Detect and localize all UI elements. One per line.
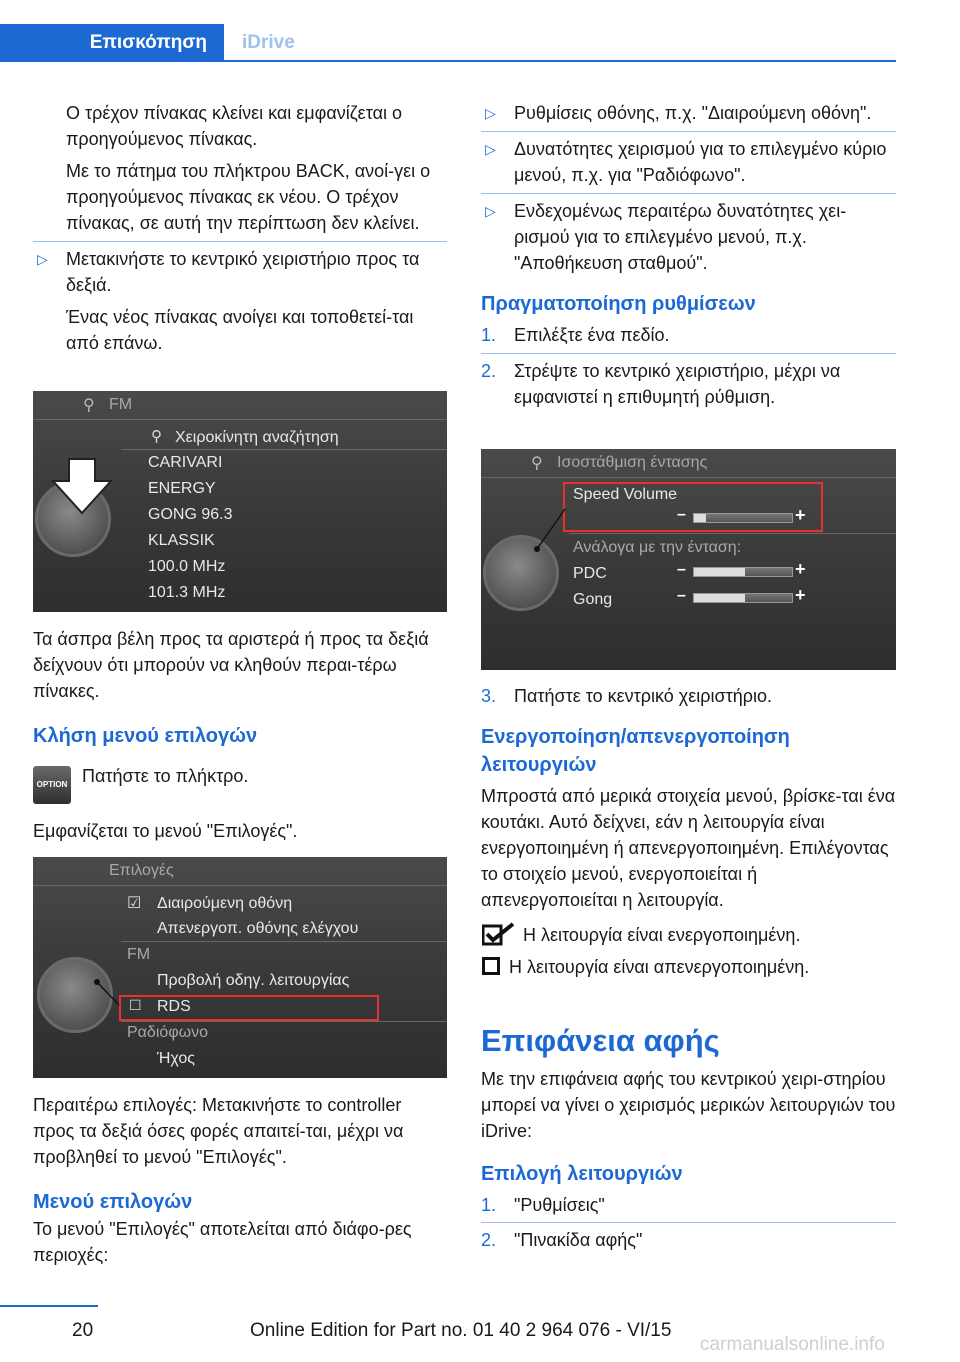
left-column bbox=[33, 100, 447, 356]
section-heading: Κλήση μενού επιλογών bbox=[33, 725, 258, 747]
paragraph: Ο τρέχον πίνακας κλείνει και εμφανίζεται ο προηγούμενος πίνακας. bbox=[66, 103, 402, 149]
step-text: "Ρυθμίσεις" bbox=[514, 1195, 605, 1215]
minus-icon[interactable]: – bbox=[677, 587, 686, 604]
checked-checkbox-icon bbox=[482, 922, 516, 946]
list-item bbox=[481, 136, 896, 188]
paragraph: Με το πάτημα του πλήκτρου BACK, ανοί‐γει ο προηγούμενος πίνακας εκ νέου. Ο τρέχον πίνακας, σε αυτή την περίπτωση δεν κλείνει. bbox=[66, 161, 431, 233]
plus-icon[interactable]: + bbox=[795, 559, 806, 579]
paragraph: Πατήστε το πλήκτρο. bbox=[82, 766, 249, 786]
station-item[interactable]: 101.3 MHz bbox=[148, 584, 226, 601]
step-number: 2. bbox=[481, 361, 497, 381]
step-item bbox=[481, 1227, 896, 1253]
paragraph: Η λειτουργία είναι ενεργοποιημένη. bbox=[523, 925, 801, 945]
screen-options bbox=[33, 857, 447, 1078]
menu-item[interactable]: Διαιρούμενη οθόνη bbox=[157, 895, 293, 912]
paragraph: Το μενού "Επιλογές" αποτελείται από διάφο‐ρες περιοχές: bbox=[33, 1219, 412, 1265]
paragraph: Μπροστά από μερικά στοιχεία μενού, βρίσκε‐ται ένα κουτάκι. Αυτό δείχνει, εάν η λειτουργία είναι ενεργοποιημένη ή απενεργοποιημένη. Επιλέγοντας το στοιχείο μενού, ενεργοποιείται ή απενεργοποιείται η λειτουργία. bbox=[481, 786, 896, 910]
left-column-3 bbox=[82, 763, 447, 789]
unchecked-checkbox-icon bbox=[482, 957, 500, 975]
station-item[interactable]: GONG 96.3 bbox=[148, 506, 233, 523]
section-heading: Ενεργοποίηση/απενεργοποίηση λειτουργιών bbox=[481, 726, 790, 776]
left-column-5 bbox=[33, 1092, 447, 1268]
search-label[interactable]: Χειροκίνητη αναζήτηση bbox=[175, 429, 339, 446]
watermark: carmanualsonline.info bbox=[700, 1334, 885, 1355]
triangle-bullet-icon: ▷ bbox=[485, 105, 496, 121]
minus-icon[interactable]: – bbox=[677, 561, 686, 578]
list-item-text: Ρυθμίσεις οθόνης, π.χ. "Διαιρούμενη οθόνη". bbox=[514, 103, 872, 123]
unchecked-checkbox-icon: ☐ bbox=[129, 997, 142, 1013]
section-label: Ανάλογα με την ένταση: bbox=[573, 539, 742, 556]
plus-icon[interactable]: + bbox=[795, 505, 806, 525]
step-number: 2. bbox=[481, 1230, 497, 1250]
off-legend bbox=[509, 954, 896, 980]
step-text: Επιλέξτε ένα πεδίο. bbox=[514, 325, 670, 345]
footer-rule bbox=[0, 1305, 98, 1307]
tab-idrive[interactable]: iDrive bbox=[242, 32, 295, 53]
separator bbox=[481, 353, 896, 354]
right-column bbox=[481, 100, 896, 410]
separator bbox=[481, 1222, 896, 1223]
divider bbox=[33, 419, 447, 420]
triangle-bullet-icon: ▷ bbox=[485, 203, 496, 219]
checked-checkbox-icon: ☑ bbox=[127, 895, 142, 912]
radio-icon: ⚲ bbox=[83, 397, 95, 414]
screen-volume bbox=[481, 449, 896, 670]
step-number: 1. bbox=[481, 1195, 497, 1215]
list-item bbox=[481, 100, 896, 126]
pointer-line bbox=[481, 449, 896, 670]
paragraph: Τα άσπρα βέλη προς τα αριστερά ή προς τα δεξιά δείχνουν ότι μπορούν να κληθούν περαι‐τέρω πίνακες. bbox=[33, 629, 429, 701]
menu-item[interactable]: Απενεργοπ. οθόνης ελέγχου bbox=[157, 920, 359, 937]
separator bbox=[481, 193, 896, 194]
section-label: Ραδιόφωνο bbox=[127, 1024, 209, 1041]
search-icon: ⚲ bbox=[151, 428, 162, 445]
option-button-icon: OPTION bbox=[33, 766, 71, 804]
step-item bbox=[481, 322, 896, 348]
divider bbox=[121, 449, 447, 450]
tab-overview-label: Επισκόπηση bbox=[89, 32, 207, 53]
step-text: "Πινακίδα αφής" bbox=[514, 1230, 643, 1250]
triangle-bullet-icon: ▷ bbox=[485, 141, 496, 157]
step-item bbox=[481, 358, 896, 410]
station-item[interactable]: 100.0 MHz bbox=[148, 558, 226, 575]
station-item[interactable]: KLASSIK bbox=[148, 532, 215, 549]
edition-text: Online Edition for Part no. 01 40 2 964 076 - VI/15 bbox=[250, 1320, 672, 1341]
paragraph: Περαιτέρω επιλογές: Μετακινήστε το controller προς τα δεξιά όσες φορές απαιτεί‐ται, μέχρι να προβληθεί το μενού "Επιλογές". bbox=[33, 1095, 404, 1167]
header-rule bbox=[224, 60, 896, 62]
section-heading: Επιλογή λειτουργιών bbox=[481, 1163, 683, 1185]
screen-header: Ισοστάθμιση έντασης bbox=[557, 454, 708, 471]
station-item[interactable]: ENERGY bbox=[148, 480, 216, 497]
right-column-3 bbox=[481, 1022, 896, 1253]
separator bbox=[481, 131, 896, 132]
screen-header: FM bbox=[109, 396, 133, 413]
list-item-text: Δυνατότητες χειρισμού για το επιλεγμένο κύριο μενού, π.χ. για "Ραδιόφωνο". bbox=[514, 139, 887, 185]
chapter-heading: Επιφάνεια αφής bbox=[481, 1023, 720, 1058]
step-number: 1. bbox=[481, 325, 497, 345]
section-heading: Μενού επιλογών bbox=[33, 1191, 193, 1213]
triangle-bullet-icon: ▷ bbox=[37, 251, 48, 267]
plus-icon[interactable]: + bbox=[795, 585, 806, 605]
paragraph: Ένας νέος πίνακας ανοίγει και τοποθετεί‐ται από επάνω. bbox=[66, 307, 414, 353]
setting-label[interactable]: Speed Volume bbox=[573, 486, 678, 503]
step-item bbox=[481, 683, 896, 709]
left-column-4 bbox=[33, 818, 447, 844]
menu-item[interactable]: Προβολή οδηγ. λειτουργίας bbox=[157, 972, 350, 989]
page-number: 20 bbox=[72, 1320, 94, 1341]
right-column-2 bbox=[481, 683, 896, 913]
setting-label[interactable]: PDC bbox=[573, 565, 607, 582]
step-item bbox=[481, 1192, 896, 1218]
section-heading: Πραγματοποίηση ρυθμίσεων bbox=[481, 293, 756, 315]
paragraph: Η λειτουργία είναι απενεργοποιημένη. bbox=[509, 957, 810, 977]
list-item-text: Μετακινήστε το κεντρικό χειριστήριο προς τα δεξιά. bbox=[66, 249, 420, 295]
tab-overview[interactable] bbox=[0, 24, 224, 62]
list-item bbox=[33, 246, 447, 298]
arrow-down-icon bbox=[51, 457, 113, 515]
left-column-2 bbox=[33, 626, 447, 750]
step-number: 3. bbox=[481, 686, 497, 706]
section-label: FM bbox=[127, 946, 151, 963]
pointer-line bbox=[33, 857, 447, 1078]
menu-item[interactable]: RDS bbox=[157, 998, 191, 1015]
on-legend bbox=[523, 922, 896, 948]
radio-icon: ⚲ bbox=[531, 455, 543, 472]
paragraph: Με την επιφάνεια αφής του κεντρικού χειρι‐στηρίου μπορεί να γίνει ο χειρισμός μερικών λειτουργιών του iDrive: bbox=[481, 1069, 896, 1141]
step-text: Πατήστε το κεντρικό χειριστήριο. bbox=[514, 686, 772, 706]
paragraph: Εμφανίζεται το μενού "Επιλογές". bbox=[33, 821, 298, 841]
setting-label[interactable]: Gong bbox=[573, 591, 613, 608]
list-item-text: Ενδεχομένως περαιτέρω δυνατότητες χει‐ρισμού για το επιλεγμένο μενού, π.χ. "Αποθήκευση σταθμού". bbox=[514, 201, 847, 273]
station-item[interactable]: CARIVARI bbox=[148, 454, 223, 471]
list-item bbox=[481, 198, 896, 276]
separator bbox=[33, 241, 447, 242]
menu-item[interactable]: Ήχος bbox=[157, 1050, 195, 1067]
minus-icon[interactable]: – bbox=[677, 506, 686, 523]
step-text: Στρέψτε το κεντρικό χειριστήριο, μέχρι να εμφανιστεί η επιθυμητή ρύθμιση. bbox=[514, 361, 841, 407]
screen-header: Επιλογές bbox=[109, 862, 174, 879]
screen-fm bbox=[33, 391, 447, 612]
